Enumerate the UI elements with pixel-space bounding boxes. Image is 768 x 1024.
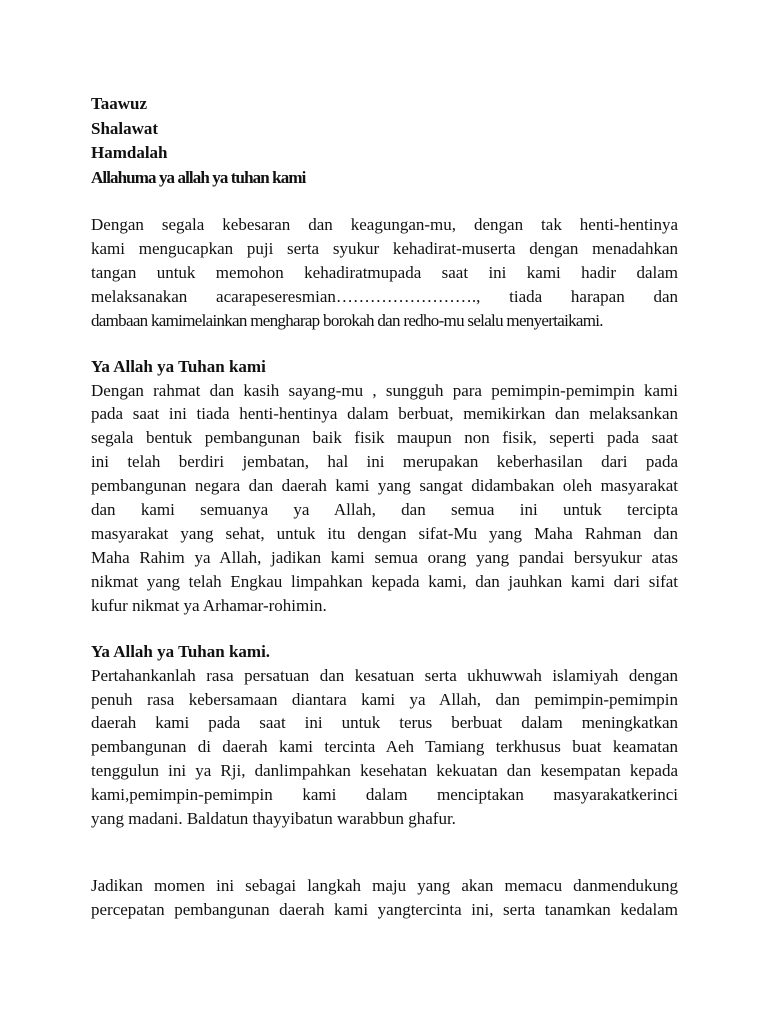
text-line: Dengan rahmat dan kasih sayang-mu , sungguh para pemimpin-pemimpin kami: [91, 380, 678, 400]
text-line: pembangunan di daerah kami tercinta Aeh Tamiang terkhusus buat keamatan: [91, 737, 678, 757]
section-2-body: [91, 379, 678, 618]
section-2-title: Ya Allah ya Tuhan kami: [91, 356, 266, 376]
document-page: [91, 92, 678, 922]
opening-block: [91, 92, 678, 190]
text-line: kami,pemimpin-pemimpin kami dalam menciptakan masyarakatkerinci: [91, 785, 678, 805]
text-line: pada saat ini tiada henti-hentinya dalam berbuat, memikirkan dan melaksankan: [91, 404, 678, 424]
section-3-title: Ya Allah ya Tuhan kami.: [91, 641, 271, 661]
text-line: kami mengucapkan puji serta syukur kehadirat-muserta dengan menadahkan: [91, 238, 678, 258]
opening-shalawat: Shalawat: [91, 118, 159, 138]
text-line: nikmat yang telah Engkau limpahkan kepada kami, dan jauhkan kami dari sifat: [91, 571, 678, 591]
opening-hamdalah: Hamdalah: [91, 143, 168, 162]
text-line: Jadikan momen ini sebagai langkah maju yang akan memacu danmendukung: [91, 875, 678, 895]
paragraph-4: [91, 874, 678, 922]
text-line: segala bentuk pembangunan baik fisik maupun non fisik, seperti pada saat: [91, 428, 678, 448]
section-2: [91, 355, 678, 618]
text-line: dan kami semuanya ya Allah, dan semua ini untuk tercipta: [91, 500, 678, 520]
text-line: Dengan segala kebesaran dan keagungan-mu, dengan tak henti-hentinya: [91, 215, 678, 234]
text-line: Maha Rahim ya Allah, jadikan kami semua orang yang pandai bersyukur atas: [91, 547, 678, 567]
text-line: daerah kami pada saat ini untuk terus berbuat dalam meningkatkan: [91, 713, 678, 733]
text-line: melaksanakan acarapeseresmian……………………., tiada harapan dan: [91, 286, 678, 306]
text-line: percepatan pembangunan daerah kami yangtercinta ini, serta tanamkan kedalam: [91, 899, 678, 919]
text-line: Pertahankanlah rasa persatuan dan kesatuan serta ukhuwwah islamiyah dengan: [91, 665, 678, 685]
section-3-body: [91, 664, 678, 831]
text-line: tenggulun ini ya Rji, danlimpahkan kesehatan kekuatan dan kesempatan kepada: [91, 761, 678, 781]
text-line: yang madani. Baldatun thayyibatun warabbun ghafur.: [91, 809, 456, 829]
opening-invocation: Allahuma ya allah ya tuhan kami: [91, 167, 306, 187]
text-line: masyarakat yang sehat, untuk itu dengan sifat-Mu yang Maha Rahman dan: [91, 523, 678, 543]
section-3: [91, 640, 678, 831]
text-line: tangan untuk memohon kehadiratmupada saat ini kami hadir dalam: [91, 262, 678, 282]
text-line: pembangunan negara dan daerah kami yang sangat didambakan oleh masyarakat: [91, 476, 678, 496]
opening-taawuz: Taawuz: [91, 94, 148, 113]
text-line: kufur nikmat ya Arhamar-rohimin.: [91, 595, 327, 615]
text-line: dambaan kamimelainkan mengharap borokah dan redho-mu selalu menyertaikami.: [91, 310, 603, 330]
text-line: penuh rasa kebersamaan diantara kami ya Allah, dan pemimpin-pemimpin: [91, 689, 678, 709]
text-line: ini telah berdiri jembatan, hal ini merupakan keberhasilan dari pada: [91, 452, 678, 472]
paragraph-1: [91, 213, 678, 333]
